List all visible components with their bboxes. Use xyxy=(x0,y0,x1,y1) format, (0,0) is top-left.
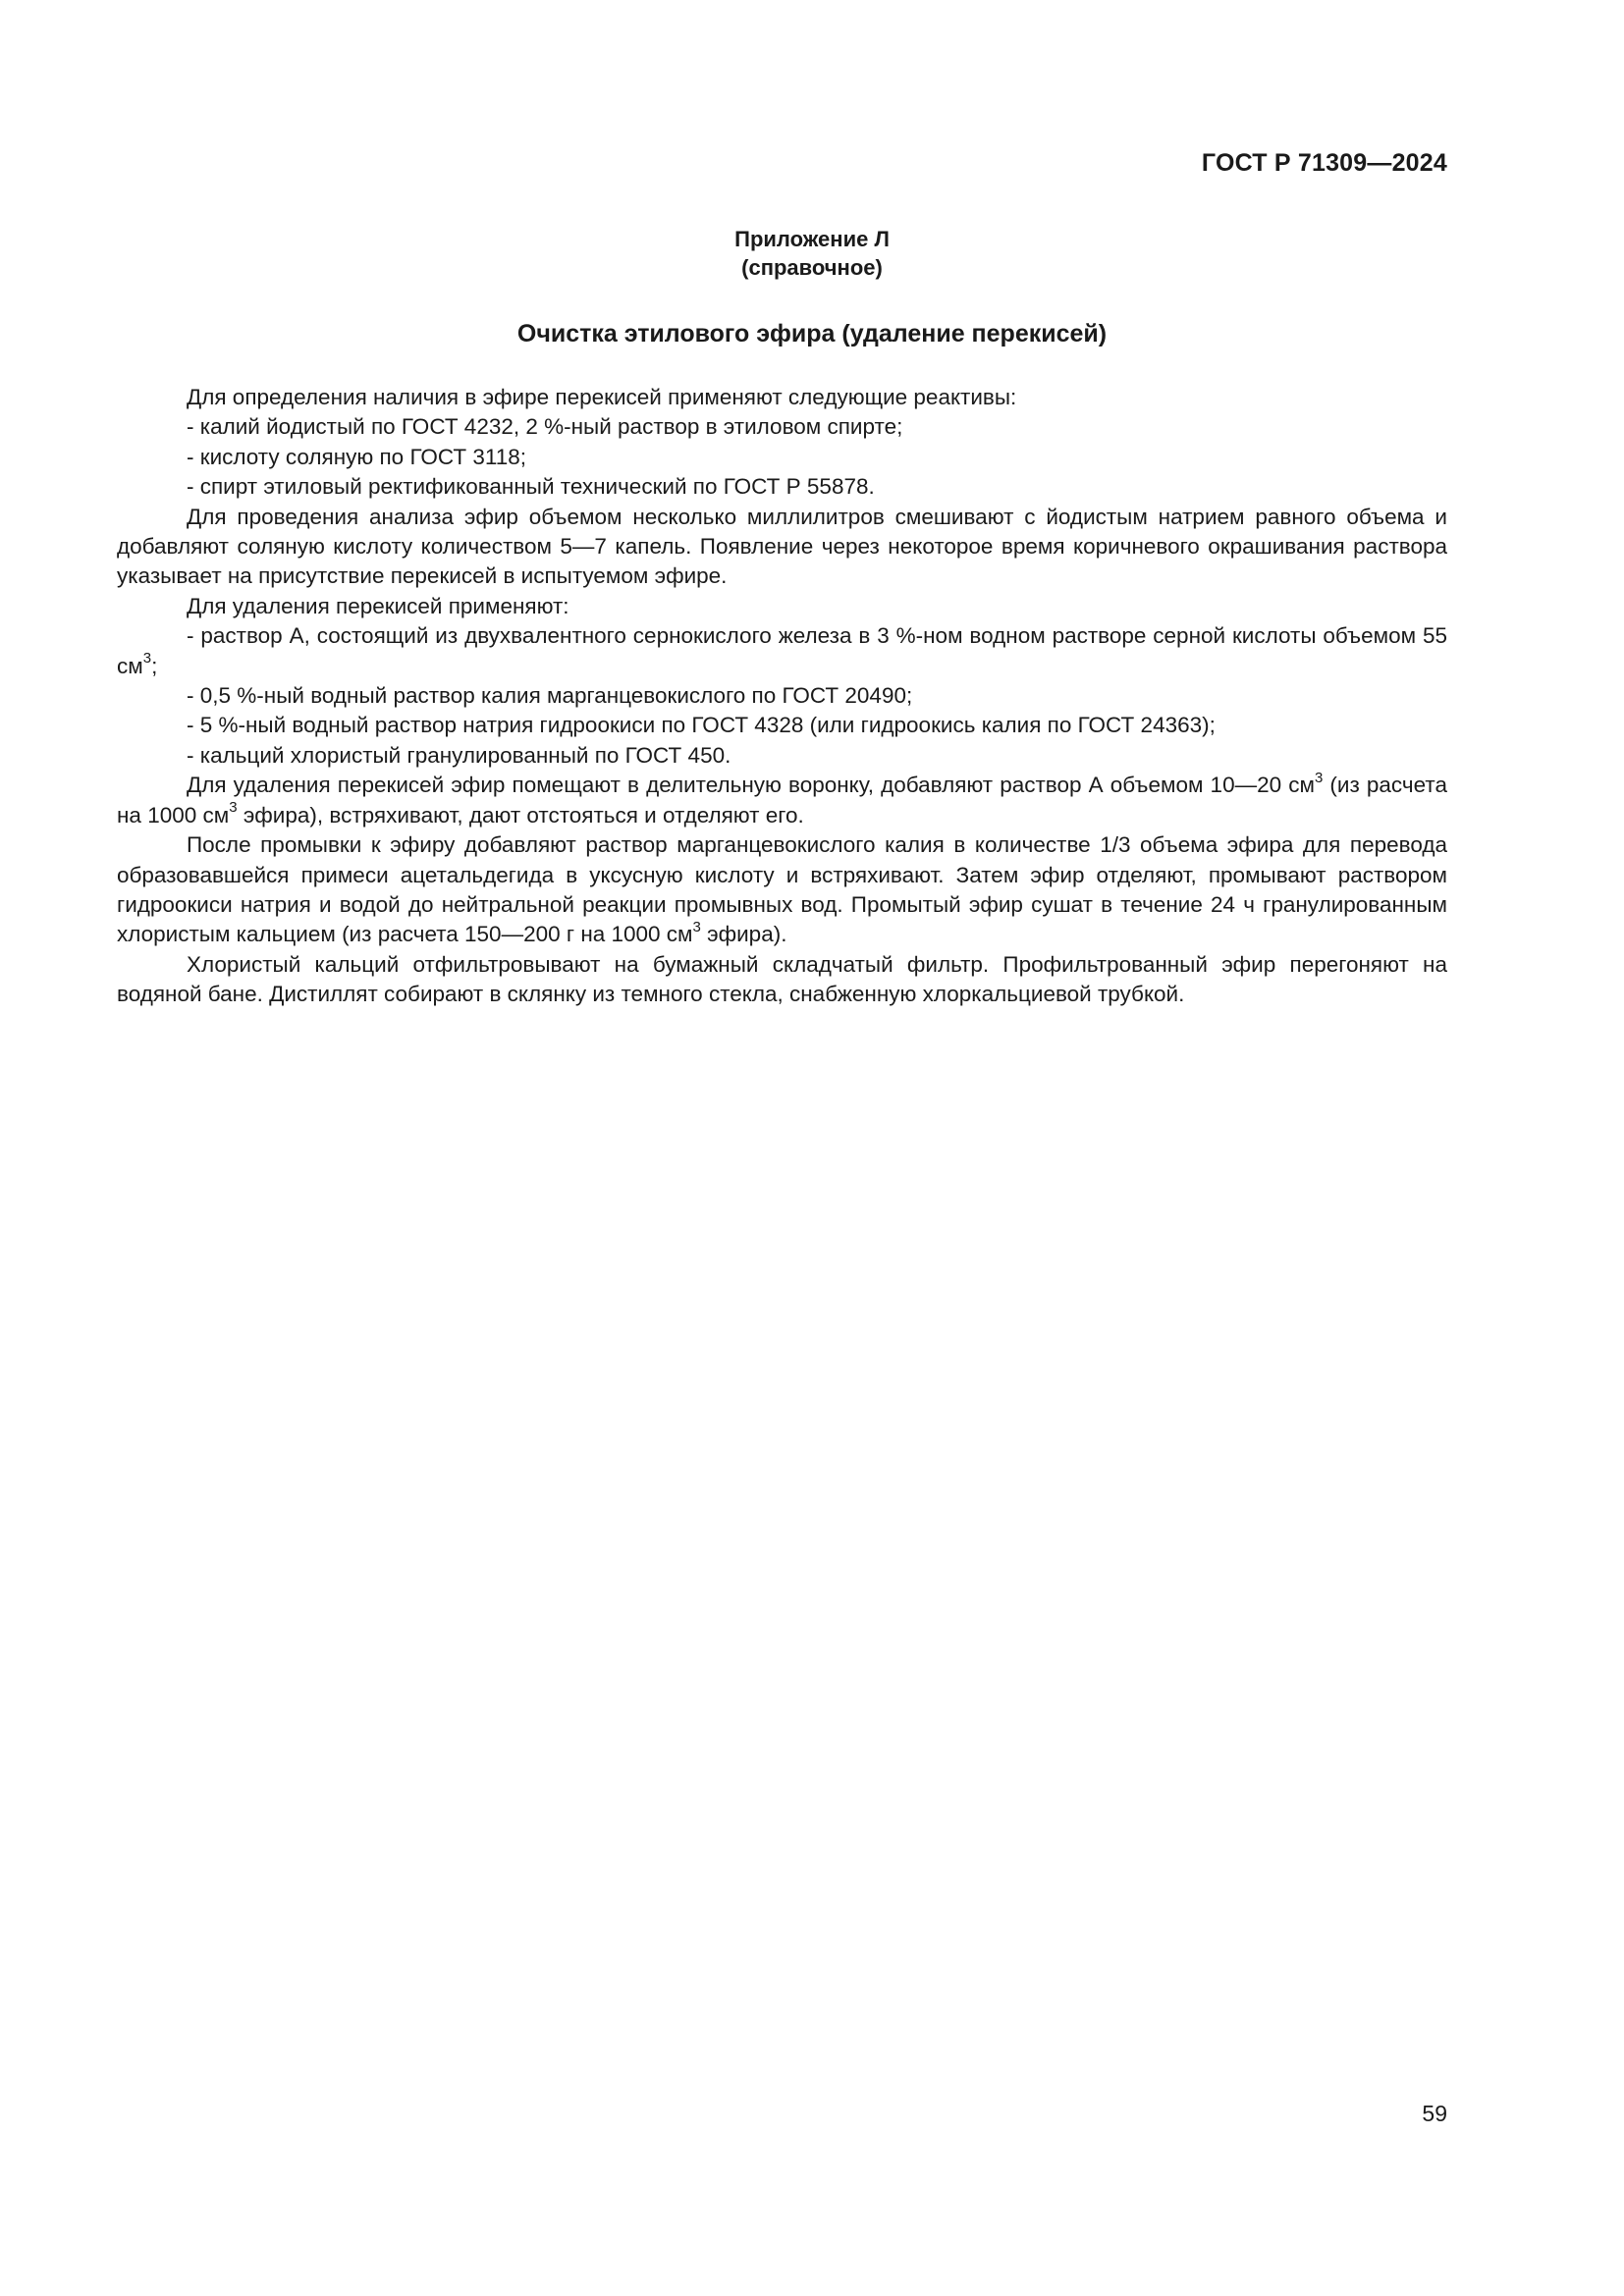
superscript: 3 xyxy=(229,799,238,817)
page-number: 59 xyxy=(1422,2101,1447,2126)
appendix-heading xyxy=(0,225,1624,282)
list-item-text: ; xyxy=(151,653,158,678)
document-body xyxy=(117,383,1447,1010)
paragraph-text: Для удаления перекисей эфир помещают в делительную воронку, добавляют раствор А объемом 10—20 см xyxy=(187,773,1315,798)
appendix-type: (справочное) xyxy=(741,255,883,280)
list-item: - 0,5 %-ный водный раствор калия марганцевокислого по ГОСТ 20490; xyxy=(187,683,913,709)
section-title: Очистка этилового эфира (удаление перекисей) xyxy=(516,320,1108,347)
document-code: ГОСТ Р 71309—2024 xyxy=(1201,149,1447,177)
paragraph: Для удаления перекисей применяют: xyxy=(187,593,569,618)
superscript: 3 xyxy=(1314,769,1324,786)
paragraph: Для проведения анализа эфир объемом несколько миллилитров смешивают с йодистым натрием равного объема и добавляют соляную кислоту количеством 5—7 капель. Появление через некоторое время коричневого окрашивания раствора указывает на присутствие перекисей в испытуемом эфире. xyxy=(117,504,1447,589)
list-item: - спирт этиловый ректификованный технический по ГОСТ Р 55878. xyxy=(187,474,875,500)
list-item: - калий йодистый по ГОСТ 4232, 2 %-ный раствор в этиловом спирте; xyxy=(187,414,903,440)
list-item-text: - раствор А, состоящий из двухвалентного сернокислого железа в 3 %-ном водном растворе серной кислоты объемом 55 см xyxy=(117,623,1447,678)
list-item: - кальций хлористый гранулированный по ГОСТ 450. xyxy=(187,742,731,768)
paragraph-text: После промывки к эфиру добавляют раствор марганцевокислого калия в количестве 1/3 объема эфира для перевода образовавшейся примеси ацетальдегида в уксусную кислоту и встряхивают. Затем эфир отделяют, промывают раствором гидроокиси натрия и водой до нейтральной реакции промывных вод. Промытый эфир сушат в течение 24 ч гранулированным хлористым кальцием (из расчета 150—200 г на 1000 см xyxy=(117,832,1447,947)
paragraph xyxy=(117,771,1447,830)
paragraph-text: (из расчета на 1000 см xyxy=(117,773,1447,828)
superscript: 3 xyxy=(142,650,152,667)
paragraph-text: эфира). xyxy=(700,922,787,947)
list-item: - 5 %-ный водный раствор натрия гидроокиси по ГОСТ 4328 (или гидроокись калия по ГОСТ 24363); xyxy=(187,713,1216,738)
paragraph xyxy=(117,830,1447,950)
superscript: 3 xyxy=(692,918,701,935)
paragraph: Хлористый кальций отфильтровывают на бумажный складчатый фильтр. Профильтрованный эфир перегоняют на водяной бане. Дистиллят собирают в склянку из темного стекла, снабженную хлоркальциевой трубкой. xyxy=(117,951,1447,1007)
list-item: - кислоту соляную по ГОСТ 3118; xyxy=(187,444,527,469)
paragraph: Для определения наличия в эфире перекисей применяют следующие реактивы: xyxy=(187,385,1017,409)
list-item xyxy=(117,621,1447,681)
appendix-title: Приложение Л xyxy=(734,227,890,251)
paragraph-text: эфира), встряхивают, дают отстояться и отделяют его. xyxy=(237,802,804,828)
